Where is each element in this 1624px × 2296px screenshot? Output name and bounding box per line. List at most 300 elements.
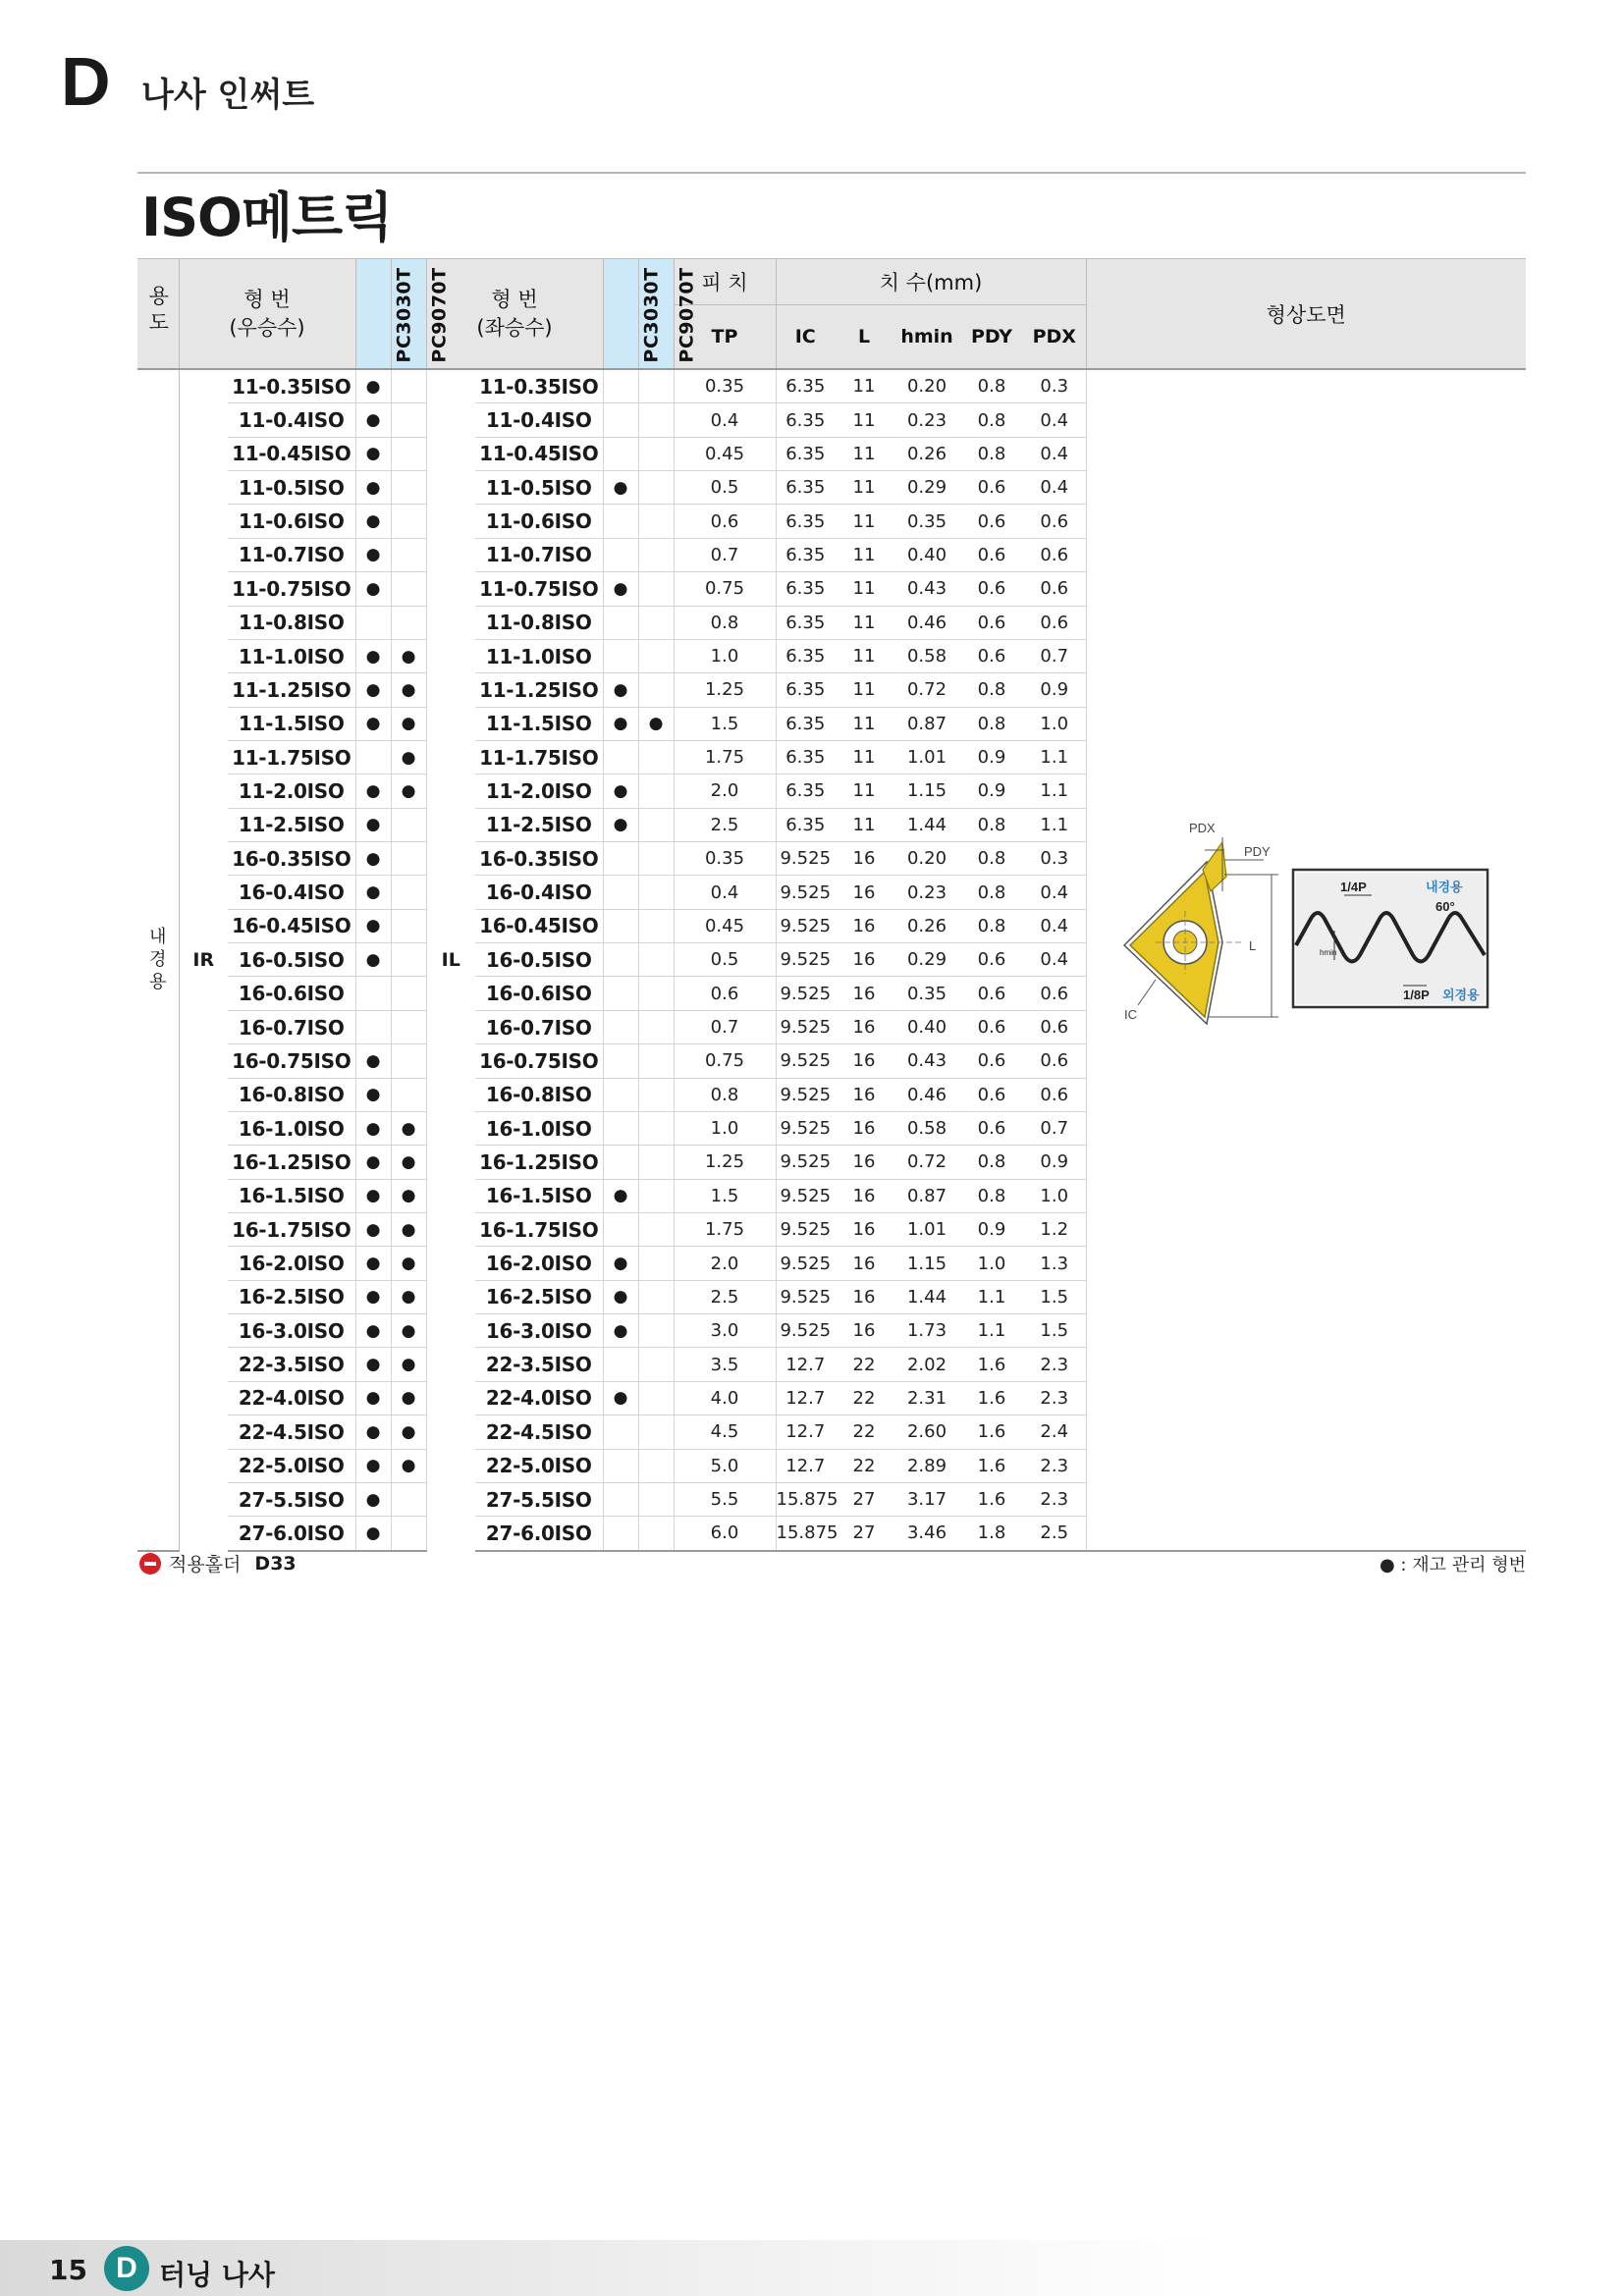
pdy-value: 0.6 [960,505,1023,538]
pdx-value: 2.3 [1023,1449,1086,1482]
header-l: L [835,305,893,370]
l-value: 11 [835,403,893,437]
grade-r1-mark: ● [355,1381,391,1415]
code-left: 11-0.75ISO [475,572,603,606]
grade-r1-mark: ● [355,1314,391,1348]
pdy-value: 0.8 [960,876,1023,909]
pdy-value: 0.6 [960,1078,1023,1111]
grade-l1-mark: ● [603,808,638,841]
grade-l1-mark [603,1415,638,1449]
pitch-value: 1.75 [674,1212,776,1246]
grade-r1-mark: ● [355,1212,391,1246]
hmin-value: 1.73 [893,1314,960,1348]
l-value: 16 [835,1010,893,1043]
grade-r1-mark [355,1010,391,1043]
grade-r1-mark: ● [355,774,391,808]
grade-r1-mark: ● [355,403,391,437]
code-left: 11-1.25ISO [475,673,603,707]
code-left: 11-1.75ISO [475,740,603,774]
holder-ref[interactable]: D33 [254,1552,297,1575]
ic-value: 6.35 [776,707,835,740]
grade-l1-mark [603,1348,638,1381]
hmin-value: 0.35 [893,505,960,538]
grade-r2-mark [391,538,426,571]
ic-value: 9.525 [776,1078,835,1111]
grade-r1-mark: ● [355,369,391,403]
ic-value: 9.525 [776,1111,835,1145]
code-left: 11-0.4ISO [475,403,603,437]
hmin-value: 1.44 [893,808,960,841]
grade-l1-mark [603,538,638,571]
hmin-label: hmin [1319,947,1336,957]
pdy-value: 0.6 [960,606,1023,639]
ic-value: 9.525 [776,1280,835,1313]
header-grade-pc9070t-r: PC9070T [391,259,426,370]
stock-legend: ● : 재고 관리 형번 [1380,1555,1526,1575]
hmin-value: 1.44 [893,1280,960,1313]
grade-r2-mark: ● [391,1449,426,1482]
hmin-value: 0.26 [893,909,960,942]
code-right: 16-0.35ISO [228,842,355,876]
pdy-value: 0.8 [960,437,1023,470]
grade-r1-mark: ● [355,1482,391,1516]
code-left: 22-4.5ISO [475,1415,603,1449]
code-left: 16-2.5ISO [475,1280,603,1313]
grade-r2-mark [391,876,426,909]
l-value: 11 [835,505,893,538]
pdx-value: 2.3 [1023,1482,1086,1516]
grade-l2-mark [638,1247,674,1280]
pdx-value: 1.0 [1023,1179,1086,1212]
code-right: 16-0.45ISO [228,909,355,942]
prefix-right: IR [192,949,215,972]
pitch-value: 6.0 [674,1517,776,1551]
pdx-value: 0.9 [1023,1146,1086,1179]
header-pdy: PDY [960,305,1023,370]
grade-r2-mark [391,572,426,606]
code-right: 11-0.6ISO [228,505,355,538]
grade-l2-mark [638,673,674,707]
grade-l2-mark [638,1280,674,1313]
grade-l2-mark [638,1517,674,1551]
l-value: 16 [835,909,893,942]
hmin-value: 0.46 [893,606,960,639]
grade-l2-mark [638,437,674,470]
grade-r1-mark: ● [355,1179,391,1212]
code-left: 16-1.75ISO [475,1212,603,1246]
pdy-label: PDY [1243,843,1271,859]
grade-l1-mark: ● [603,1280,638,1313]
header-code-left: 형 번 (좌승수) [426,259,603,370]
code-right: 11-2.0ISO [228,774,355,808]
code-left: 22-5.0ISO [475,1449,603,1482]
grade-l2-mark [638,842,674,876]
l-value: 16 [835,943,893,977]
code-right: 11-0.7ISO [228,538,355,571]
grade-l2-mark [638,740,674,774]
grade-r2-mark [391,369,426,403]
pitch-value: 1.5 [674,707,776,740]
ic-value: 9.525 [776,876,835,909]
pitch-value: 4.0 [674,1381,776,1415]
pdy-value: 1.6 [960,1449,1023,1482]
grade-r2-mark [391,403,426,437]
header-drawing: 형상도면 [1086,259,1526,370]
code-right: 11-1.75ISO [228,740,355,774]
code-right: 16-2.0ISO [228,1247,355,1280]
pdx-value: 0.3 [1023,369,1086,403]
hmin-value: 0.29 [893,943,960,977]
pdy-value: 0.6 [960,538,1023,571]
hmin-value: 0.20 [893,842,960,876]
ic-value: 6.35 [776,437,835,470]
grade-r2-mark [391,606,426,639]
code-left: 16-1.5ISO [475,1179,603,1212]
grade-l2-mark [638,1314,674,1348]
pitch-value: 1.5 [674,1179,776,1212]
grade-r2-mark: ● [391,774,426,808]
code-right: 11-0.4ISO [228,403,355,437]
grade-r1-mark: ● [355,1415,391,1449]
l-value: 11 [835,673,893,707]
l-value: 16 [835,1212,893,1246]
usage-text: 내 경 용 [149,926,167,993]
ic-value: 9.525 [776,1010,835,1043]
pdy-value: 0.6 [960,1111,1023,1145]
grade-l2-mark [638,1449,674,1482]
grade-r1-mark: ● [355,1348,391,1381]
pdy-value: 0.8 [960,1179,1023,1212]
grade-r2-mark: ● [391,1314,426,1348]
grade-l1-mark [603,1449,638,1482]
grade-l2-mark [638,1078,674,1111]
grade-l1-mark: ● [603,471,638,505]
pitch-value: 1.75 [674,740,776,774]
pdx-value: 1.1 [1023,774,1086,808]
grade-l1-mark [603,842,638,876]
pdx-value: 1.1 [1023,808,1086,841]
grade-r1-mark: ● [355,808,391,841]
pdx-value: 1.2 [1023,1212,1086,1246]
ic-value: 9.525 [776,1146,835,1179]
grade-r2-mark [391,909,426,942]
ic-value: 6.35 [776,403,835,437]
grade-r2-mark [391,1078,426,1111]
hmin-value: 1.01 [893,740,960,774]
header-grade-pc3030t-l: PC3030T [603,259,638,370]
code-right: 27-6.0ISO [228,1517,355,1551]
code-right: 16-1.75ISO [228,1212,355,1246]
l-value: 16 [835,1280,893,1313]
header-grade-pc9070t-l: PC9070T [638,259,674,370]
pdy-value: 0.8 [960,808,1023,841]
ic-value: 12.7 [776,1348,835,1381]
ic-value: 9.525 [776,1044,835,1078]
code-left: 16-0.6ISO [475,977,603,1010]
grade-r1-mark: ● [355,1111,391,1145]
grade-r1-mark: ● [355,909,391,942]
section-badge: D [104,2246,149,2291]
pitch-value: 2.5 [674,1280,776,1313]
pdy-value: 0.8 [960,403,1023,437]
l-value: 11 [835,538,893,571]
code-right: 11-1.25ISO [228,673,355,707]
hmin-value: 0.87 [893,707,960,740]
code-left: 11-0.8ISO [475,606,603,639]
hmin-value: 0.40 [893,1010,960,1043]
grade-r1-mark: ● [355,673,391,707]
hmin-value: 3.46 [893,1517,960,1551]
hmin-value: 0.29 [893,471,960,505]
hmin-value: 3.17 [893,1482,960,1516]
grade-l1-mark [603,1111,638,1145]
code-left: 11-0.7ISO [475,538,603,571]
pdx-value: 1.3 [1023,1247,1086,1280]
insert-drawing [1087,381,1527,1539]
pdx-value: 0.6 [1023,505,1086,538]
ic-label: IC [1123,1006,1137,1022]
header-grade-pc3030t-r: PC3030T [355,259,391,370]
grade-l1-mark [603,977,638,1010]
l-value: 16 [835,842,893,876]
code-right: 22-4.0ISO [228,1381,355,1415]
footer-section: 터닝 나사 [159,2259,275,2291]
pdy-value: 0.6 [960,572,1023,606]
pitch-value: 2.5 [674,808,776,841]
ic-value: 15.875 [776,1482,835,1516]
grade-l1-mark [603,943,638,977]
grade-r1-mark: ● [355,639,391,672]
grade-r1-mark: ● [355,538,391,571]
ic-value: 9.525 [776,1314,835,1348]
ic-value: 6.35 [776,774,835,808]
pdy-value: 0.8 [960,842,1023,876]
pdy-value: 0.9 [960,774,1023,808]
l-value: 16 [835,1146,893,1179]
pitch-value: 0.6 [674,505,776,538]
code-right: 16-0.75ISO [228,1044,355,1078]
pdx-value: 1.5 [1023,1280,1086,1313]
ic-value: 6.35 [776,740,835,774]
l-value: 11 [835,707,893,740]
grade-l1-mark: ● [603,572,638,606]
pitch-value: 0.8 [674,1078,776,1111]
grade-l2-mark [638,1415,674,1449]
grade-r2-mark: ● [391,1348,426,1381]
table-row [137,369,1526,403]
grade-r1-mark: ● [355,1146,391,1179]
pdy-value: 0.9 [960,740,1023,774]
grade-l2-mark [638,1348,674,1381]
ic-value: 9.525 [776,842,835,876]
grade-l1-mark [603,437,638,470]
code-left: 11-1.0ISO [475,639,603,672]
grade-r1-mark [355,977,391,1010]
grade-l1-mark [603,1044,638,1078]
grade-r2-mark [391,808,426,841]
grade-l2-mark [638,369,674,403]
pdy-value: 0.6 [960,1010,1023,1043]
grade-l2-mark [638,471,674,505]
code-left: 22-3.5ISO [475,1348,603,1381]
grade-r2-mark [391,437,426,470]
code-right: 22-3.5ISO [228,1348,355,1381]
grade-r2-mark [391,1044,426,1078]
grade-r2-mark: ● [391,740,426,774]
ic-value: 6.35 [776,639,835,672]
grade-l2-mark [638,774,674,808]
grade-l1-mark: ● [603,774,638,808]
grade-r2-mark: ● [391,1111,426,1145]
pitch-value: 0.6 [674,977,776,1010]
grade-r1-mark: ● [355,943,391,977]
l-value: 16 [835,1044,893,1078]
code-left: 16-2.0ISO [475,1247,603,1280]
l-value: 22 [835,1449,893,1482]
pitch-value: 0.5 [674,943,776,977]
grade-r2-mark: ● [391,1212,426,1246]
code-right: 11-0.5ISO [228,471,355,505]
code-left: 11-0.35ISO [475,369,603,403]
l-value: 16 [835,1247,893,1280]
grade-r2-mark [391,471,426,505]
ic-value: 6.35 [776,572,835,606]
grade-l1-mark: ● [603,1179,638,1212]
grade-r1-mark: ● [355,1280,391,1313]
l-value: 22 [835,1415,893,1449]
l-value: 16 [835,1179,893,1212]
hmin-value: 0.35 [893,977,960,1010]
section-letter: D [61,43,111,120]
eighth-p-label: 1/8P [1402,987,1430,1002]
hmin-value: 2.60 [893,1415,960,1449]
header-pdx: PDX [1023,305,1086,370]
prefix-left: IL [441,949,460,972]
grade-l2-mark [638,639,674,672]
header-tp: TP [674,305,776,370]
pdx-value: 0.4 [1023,943,1086,977]
grade-l1-mark: ● [603,1381,638,1415]
pdx-value: 0.6 [1023,538,1086,571]
pdy-value: 1.1 [960,1280,1023,1313]
ic-value: 6.35 [776,808,835,841]
code-left: 11-2.0ISO [475,774,603,808]
ic-value: 9.525 [776,1179,835,1212]
grade-l2-mark [638,876,674,909]
l-value: 11 [835,740,893,774]
pdy-value: 1.6 [960,1415,1023,1449]
grade-l2-mark: ● [638,707,674,740]
pdy-value: 1.6 [960,1348,1023,1381]
code-left: 16-1.25ISO [475,1146,603,1179]
grade-l2-mark [638,606,674,639]
internal-label: 내경용 [1425,879,1463,894]
code-right: 16-0.4ISO [228,876,355,909]
ic-value: 6.35 [776,538,835,571]
grade-r2-mark [391,943,426,977]
header-usage [137,259,179,370]
ic-value: 6.35 [776,673,835,707]
grade-r2-mark: ● [391,1247,426,1280]
grade-l1-mark [603,639,638,672]
ic-value: 6.35 [776,471,835,505]
grade-l2-mark [638,1179,674,1212]
pdy-value: 0.8 [960,1146,1023,1179]
grade-r2-mark: ● [391,1381,426,1415]
l-value: 11 [835,808,893,841]
hmin-value: 0.58 [893,639,960,672]
hmin-value: 0.72 [893,673,960,707]
pdx-value: 0.6 [1023,977,1086,1010]
pdx-value: 0.4 [1023,403,1086,437]
code-left: 16-0.45ISO [475,909,603,942]
grade-l2-mark [638,909,674,942]
pitch-value: 0.75 [674,1044,776,1078]
page-title: ISO메트릭 [141,187,393,248]
pitch-value: 0.4 [674,403,776,437]
pdx-value: 0.4 [1023,437,1086,470]
grade-r2-mark: ● [391,1179,426,1212]
grade-l1-mark [603,1146,638,1179]
grade-r2-mark [391,977,426,1010]
l-label: L [1248,937,1256,953]
pitch-value: 0.8 [674,606,776,639]
l-value: 16 [835,977,893,1010]
external-label: 외경용 [1441,987,1480,1002]
holder-icon [139,1553,161,1575]
header-code-right: 형 번 (우승수) [179,259,355,370]
code-right: 22-4.5ISO [228,1415,355,1449]
ic-value: 6.35 [776,369,835,403]
code-right: 16-1.0ISO [228,1111,355,1145]
grade-l1-mark [603,606,638,639]
grade-l2-mark [638,1010,674,1043]
hmin-value: 0.58 [893,1111,960,1145]
l-value: 22 [835,1348,893,1381]
ic-value: 15.875 [776,1517,835,1551]
ic-value: 12.7 [776,1415,835,1449]
grade-l2-mark [638,403,674,437]
hmin-value: 0.43 [893,572,960,606]
ic-value: 9.525 [776,1247,835,1280]
pdx-value: 2.5 [1023,1517,1086,1551]
pitch-value: 0.45 [674,909,776,942]
hmin-value: 0.72 [893,1146,960,1179]
grade-l2-mark [638,572,674,606]
grade-l2-mark [638,1212,674,1246]
l-value: 16 [835,1078,893,1111]
pdy-value: 0.8 [960,707,1023,740]
grade-r2-mark: ● [391,1415,426,1449]
code-left: 27-6.0ISO [475,1517,603,1551]
pdx-value: 2.4 [1023,1415,1086,1449]
drawing-cell [1086,369,1526,1551]
code-right: 16-0.6ISO [228,977,355,1010]
l-value: 16 [835,1111,893,1145]
l-value: 11 [835,471,893,505]
holder-legend [139,1550,297,1576]
grade-l2-mark [638,538,674,571]
code-right: 11-0.35ISO [228,369,355,403]
header-usage-text: 용도 [145,285,170,338]
usage-cell [137,369,179,1551]
code-right: 11-0.8ISO [228,606,355,639]
grade-l1-mark [603,403,638,437]
code-right: 16-0.5ISO [228,943,355,977]
pdx-label: PDX [1188,820,1216,835]
code-left: 16-0.75ISO [475,1044,603,1078]
l-value: 16 [835,876,893,909]
